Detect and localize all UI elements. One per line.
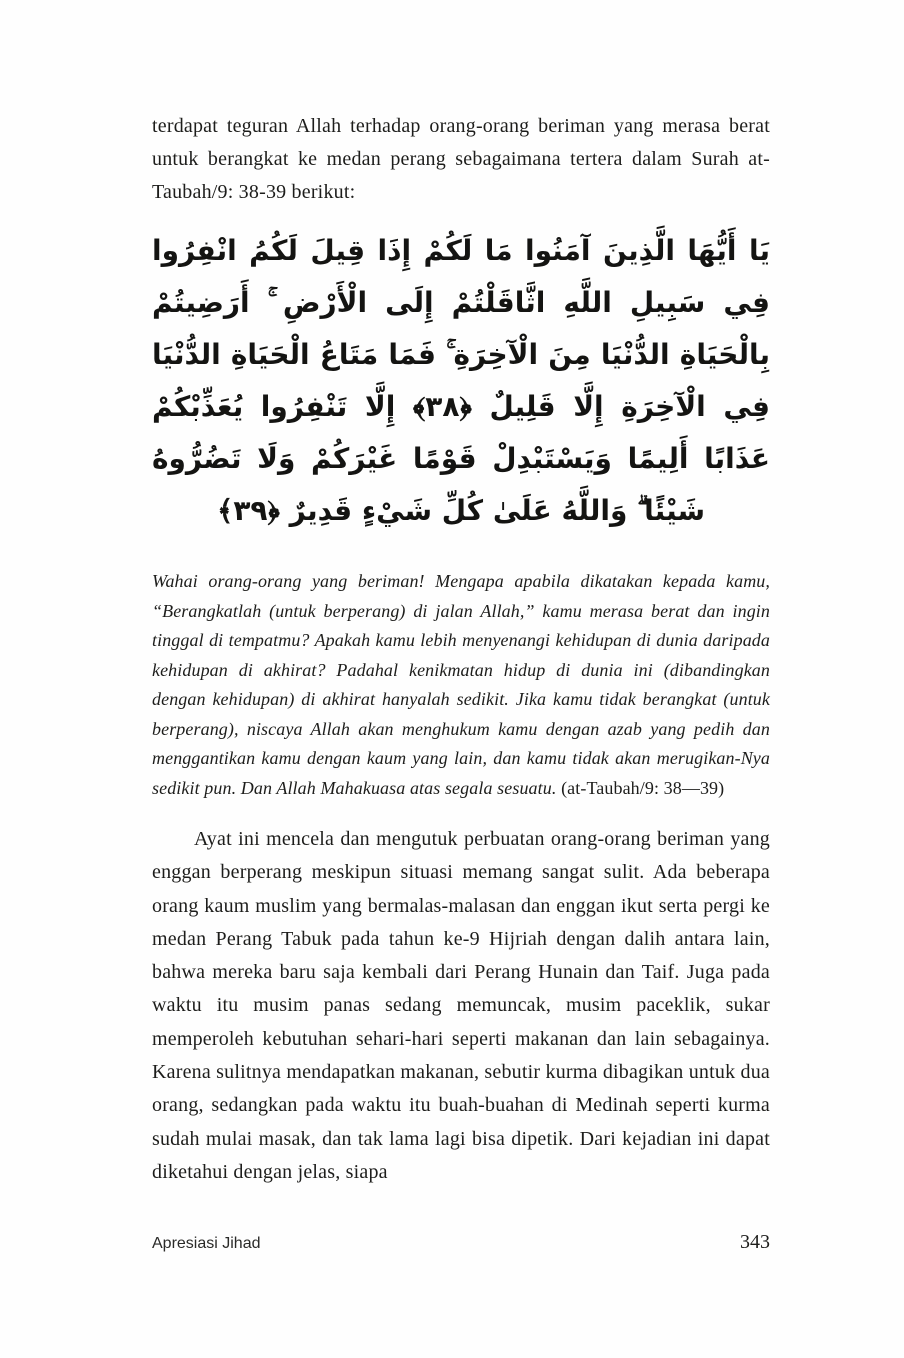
intro-paragraph: terdapat teguran Allah terhadap orang-orang beriman yang merasa berat untuk berangkat ke medan perang sebagaimana tertera dalam Surah at-Taubah/9: 38-39 berikut: [152, 115, 770, 203]
page-number: 343 [740, 1231, 770, 1254]
translation-text: Wahai orang-orang yang beriman! Mengapa apabila dikatakan kepada kamu, “Berangkatlah (untuk berperang) di jalan Allah,” kamu merasa berat dan ingin tinggal di tempatmu? Apakah kamu lebih menyenangi kehidupan di dunia daripada kehidupan di akhirat? Padahal kenikmatan hidup di dunia ini (dibandingkan dengan kehidupan) di akhirat hanyalah sedikit. Jika kamu tidak berangkat (untuk berperang), niscaya Allah akan menghukum kamu dengan azab yang pedih dan menggantikan kamu dengan kaum yang lain, dan kamu tidak akan merugikan-Nya sedikit pun. Dan Allah Mahakuasa atas segala sesuatu. [152, 571, 770, 798]
translation-reference: (at-Taubah/9: 38—39) [561, 777, 725, 798]
page-footer [152, 1231, 770, 1254]
verse-translation [152, 567, 770, 803]
running-title: Apresiasi Jihad [152, 1235, 261, 1253]
quran-verse-arabic: يَا أَيُّهَا الَّذِينَ آمَنُوا مَا لَكُمْ إِذَا قِيلَ لَكُمُ انْفِرُوا فِي سَبِيلِ اللَّهِ اثَّاقَلْتُمْ إِلَى الْأَرْضِ ۚ أَرَضِيتُمْ بِالْحَيَاةِ الدُّنْيَا مِنَ الْآخِرَةِ ۚ فَمَا مَتَاعُ الْحَيَاةِ الدُّنْيَا فِي الْآخِرَةِ إِلَّا قَلِيلٌ ﴿٣٨﴾ إِلَّا تَنْفِرُوا يُعَذِّبْكُمْ عَذَابًا أَلِيمًا وَيَسْتَبْدِلْ قَوْمًا غَيْرَكُمْ وَلَا تَضُرُّوهُ شَيْئًا ۗ وَاللَّهُ عَلَىٰ كُلِّ شَيْءٍ قَدِيرٌ ﴿٣٩﴾ [152, 234, 770, 527]
body-paragraph: Ayat ini mencela dan mengutuk perbuatan orang-orang beriman yang enggan berperang meskipun situasi memang sangat sulit. Ada beberapa orang kaum muslim yang bermalas-malasan dan enggan ikut serta pergi ke medan Perang Tabuk pada tahun ke-9 Hijriah dengan dalih antara lain, bahwa mereka baru saja kembali dari Perang Hunain dan Taif. Juga pada waktu itu musim panas sedang memuncak, musim paceklik, sukar memperoleh kebutuhan sehari-hari seperti makanan dan lain sebagainya. Karena sulitnya mendapatkan makanan, sebutir kurma dibagikan untuk dua orang, sedangkan pada waktu itu buah-buahan di Medinah seperti kurma sudah mulai masak, dan tak lama lagi bisa dipetik. Dari kejadian ini dapat diketahui dengan jelas, siapa [152, 828, 770, 1183]
